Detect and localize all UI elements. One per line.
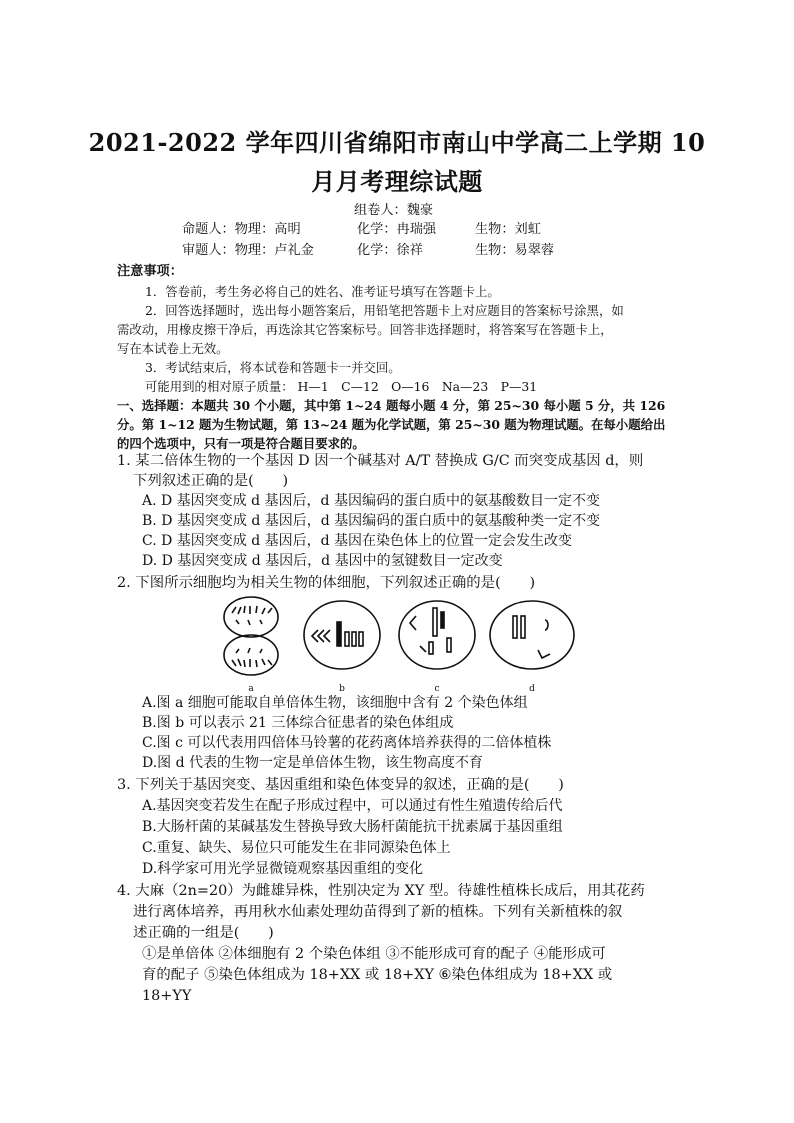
- notes-heading: 注意事项：: [117, 264, 183, 279]
- q1-option-b: B. D 基因突变成 d 基因后，d 基因编码的蛋白质中的氨基酸种类一定不变: [142, 513, 601, 529]
- reviewers-biology: 生物：易翠蓉: [475, 243, 555, 258]
- atomic-masses: 可能用到的相对原子质量： H—1 C—12 O—16 Na—23 P—31: [145, 379, 538, 394]
- q1-option-a: A. D 基因突变成 d 基因后，d 基因编码的蛋白质中的氨基酸数目一定不变: [142, 493, 600, 509]
- figure-label-b: b: [339, 684, 345, 694]
- q4-items-line1: ①是单倍体 ②体细胞有 2 个染色体组 ③不能形成可育的配子 ④能形成可: [142, 946, 606, 962]
- reviewers-physics: 审题人：物理：卢礼金: [182, 243, 314, 258]
- q4-items-line3: 18+YY: [142, 988, 192, 1004]
- cell-b: [304, 601, 380, 669]
- cell-diagrams: [220, 598, 580, 693]
- figure-label-a: a: [248, 684, 254, 694]
- cell-d: [490, 601, 574, 669]
- proposers-biology: 生物：刘虹: [475, 222, 541, 237]
- q1-stem-line1: 1. 某二倍体生物的一个基因 D 因一个碱基对 A/T 替换成 G/C 而突变成基因 d，则: [117, 453, 644, 469]
- cell-diagrams-svg: [220, 598, 580, 693]
- section1-line2: 分。第 1~12 题为生物试题，第 13~24 题为化学试题，第 25~30 题为物理试题。在每小题给出: [117, 417, 666, 432]
- q3-option-b: B.大肠杆菌的某碱基发生替换导致大肠杆菌能抗干扰素属于基因重组: [142, 819, 563, 835]
- page-title-line1: 2021-2022 学年四川省绵阳市南山中学高二上学期 10: [88, 128, 706, 157]
- figure-label-c: c: [434, 684, 440, 694]
- q2-stem: 2. 下图所示细胞均为相关生物的体细胞，下列叙述正确的是( ): [117, 575, 536, 591]
- q2-option-c: C.图 c 可以代表用四倍体马铃薯的花药离体培养获得的二倍体植株: [142, 735, 552, 751]
- q3-option-c: C.重复、缺失、易位只可能发生在非同源染色体上: [142, 840, 451, 856]
- q2-option-d: D.图 d 代表的生物一定是单倍体生物，该生物高度不育: [142, 755, 484, 771]
- note-2a: 2．回答选择题时，选出每小题答案后，用铅笔把答题卡上对应题目的答案标号涂黑，如: [145, 303, 624, 318]
- cell-c: [399, 601, 475, 669]
- q4-stem-line1: 4. 大麻（2n=20）为雌雄异株，性别决定为 XY 型。待雄性植株长成后，用其花药: [117, 883, 645, 899]
- proposers-physics: 命题人：物理：高明: [182, 222, 301, 237]
- note-3: 3．考试结束后，将本试卷和答题卡一并交回。: [145, 360, 401, 375]
- section1-line1: 一、选择题：本题共 30 个小题，其中第 1~24 题每小题 4 分，第 25~30 每小题 5 分，共 126: [117, 398, 666, 413]
- section1-line3: 的四个选项中，只有一项是符合题目要求的。: [117, 436, 365, 451]
- q1-stem-line2: 下列叙述正确的是( ): [133, 473, 289, 489]
- q2-option-a: A.图 a 细胞可能取自单倍体生物，该细胞中含有 2 个染色体组: [142, 695, 528, 711]
- proposers-chemistry: 化学：冉瑞强: [357, 222, 437, 237]
- q4-stem-line2: 进行离体培养，再用秋水仙素处理幼苗得到了新的植株。下列有关新植株的叙: [133, 904, 623, 920]
- q2-option-b: B.图 b 可以表示 21 三体综合征患者的染色体组成: [142, 715, 454, 731]
- q3-option-a: A.基因突变若发生在配子形成过程中，可以通过有性生殖遗传给后代: [142, 798, 563, 814]
- note-2b: 需改动，用橡皮擦干净后，再选涂其它答案标号。回答非选择题时，将答案写在答题卡上，: [117, 322, 613, 337]
- q4-items-line2: 育的配子 ⑤染色体组成为 18+XX 或 18+XY ⑥染色体组成为 18+XX 或: [142, 967, 613, 983]
- q3-stem: 3. 下列关于基因突变、基因重组和染色体变异的叙述，正确的是( ): [117, 777, 564, 793]
- figure-label-d: d: [529, 684, 535, 694]
- q1-option-d: D. D 基因突变成 d 基因后，d 基因中的氢键数目一定改变: [142, 553, 503, 569]
- compiler-line: 组卷人：魏豪: [354, 203, 434, 218]
- note-2c: 写在本试卷上无效。: [117, 341, 229, 356]
- q3-option-d: D.科学家可用光学显微镜观察基因重组的变化: [142, 861, 424, 877]
- note-1: 1．答卷前，考生务必将自己的姓名、准考证号填写在答题卡上。: [145, 284, 500, 299]
- page-title-line2: 月月考理综试题: [311, 167, 483, 196]
- q4-stem-line3: 述正确的一组是( ): [133, 925, 274, 941]
- q1-option-c: C. D 基因突变成 d 基因后，d 基因在染色体上的位置一定会发生改变: [142, 533, 573, 549]
- cell-a: [224, 597, 278, 675]
- reviewers-chemistry: 化学：徐祥: [357, 243, 423, 258]
